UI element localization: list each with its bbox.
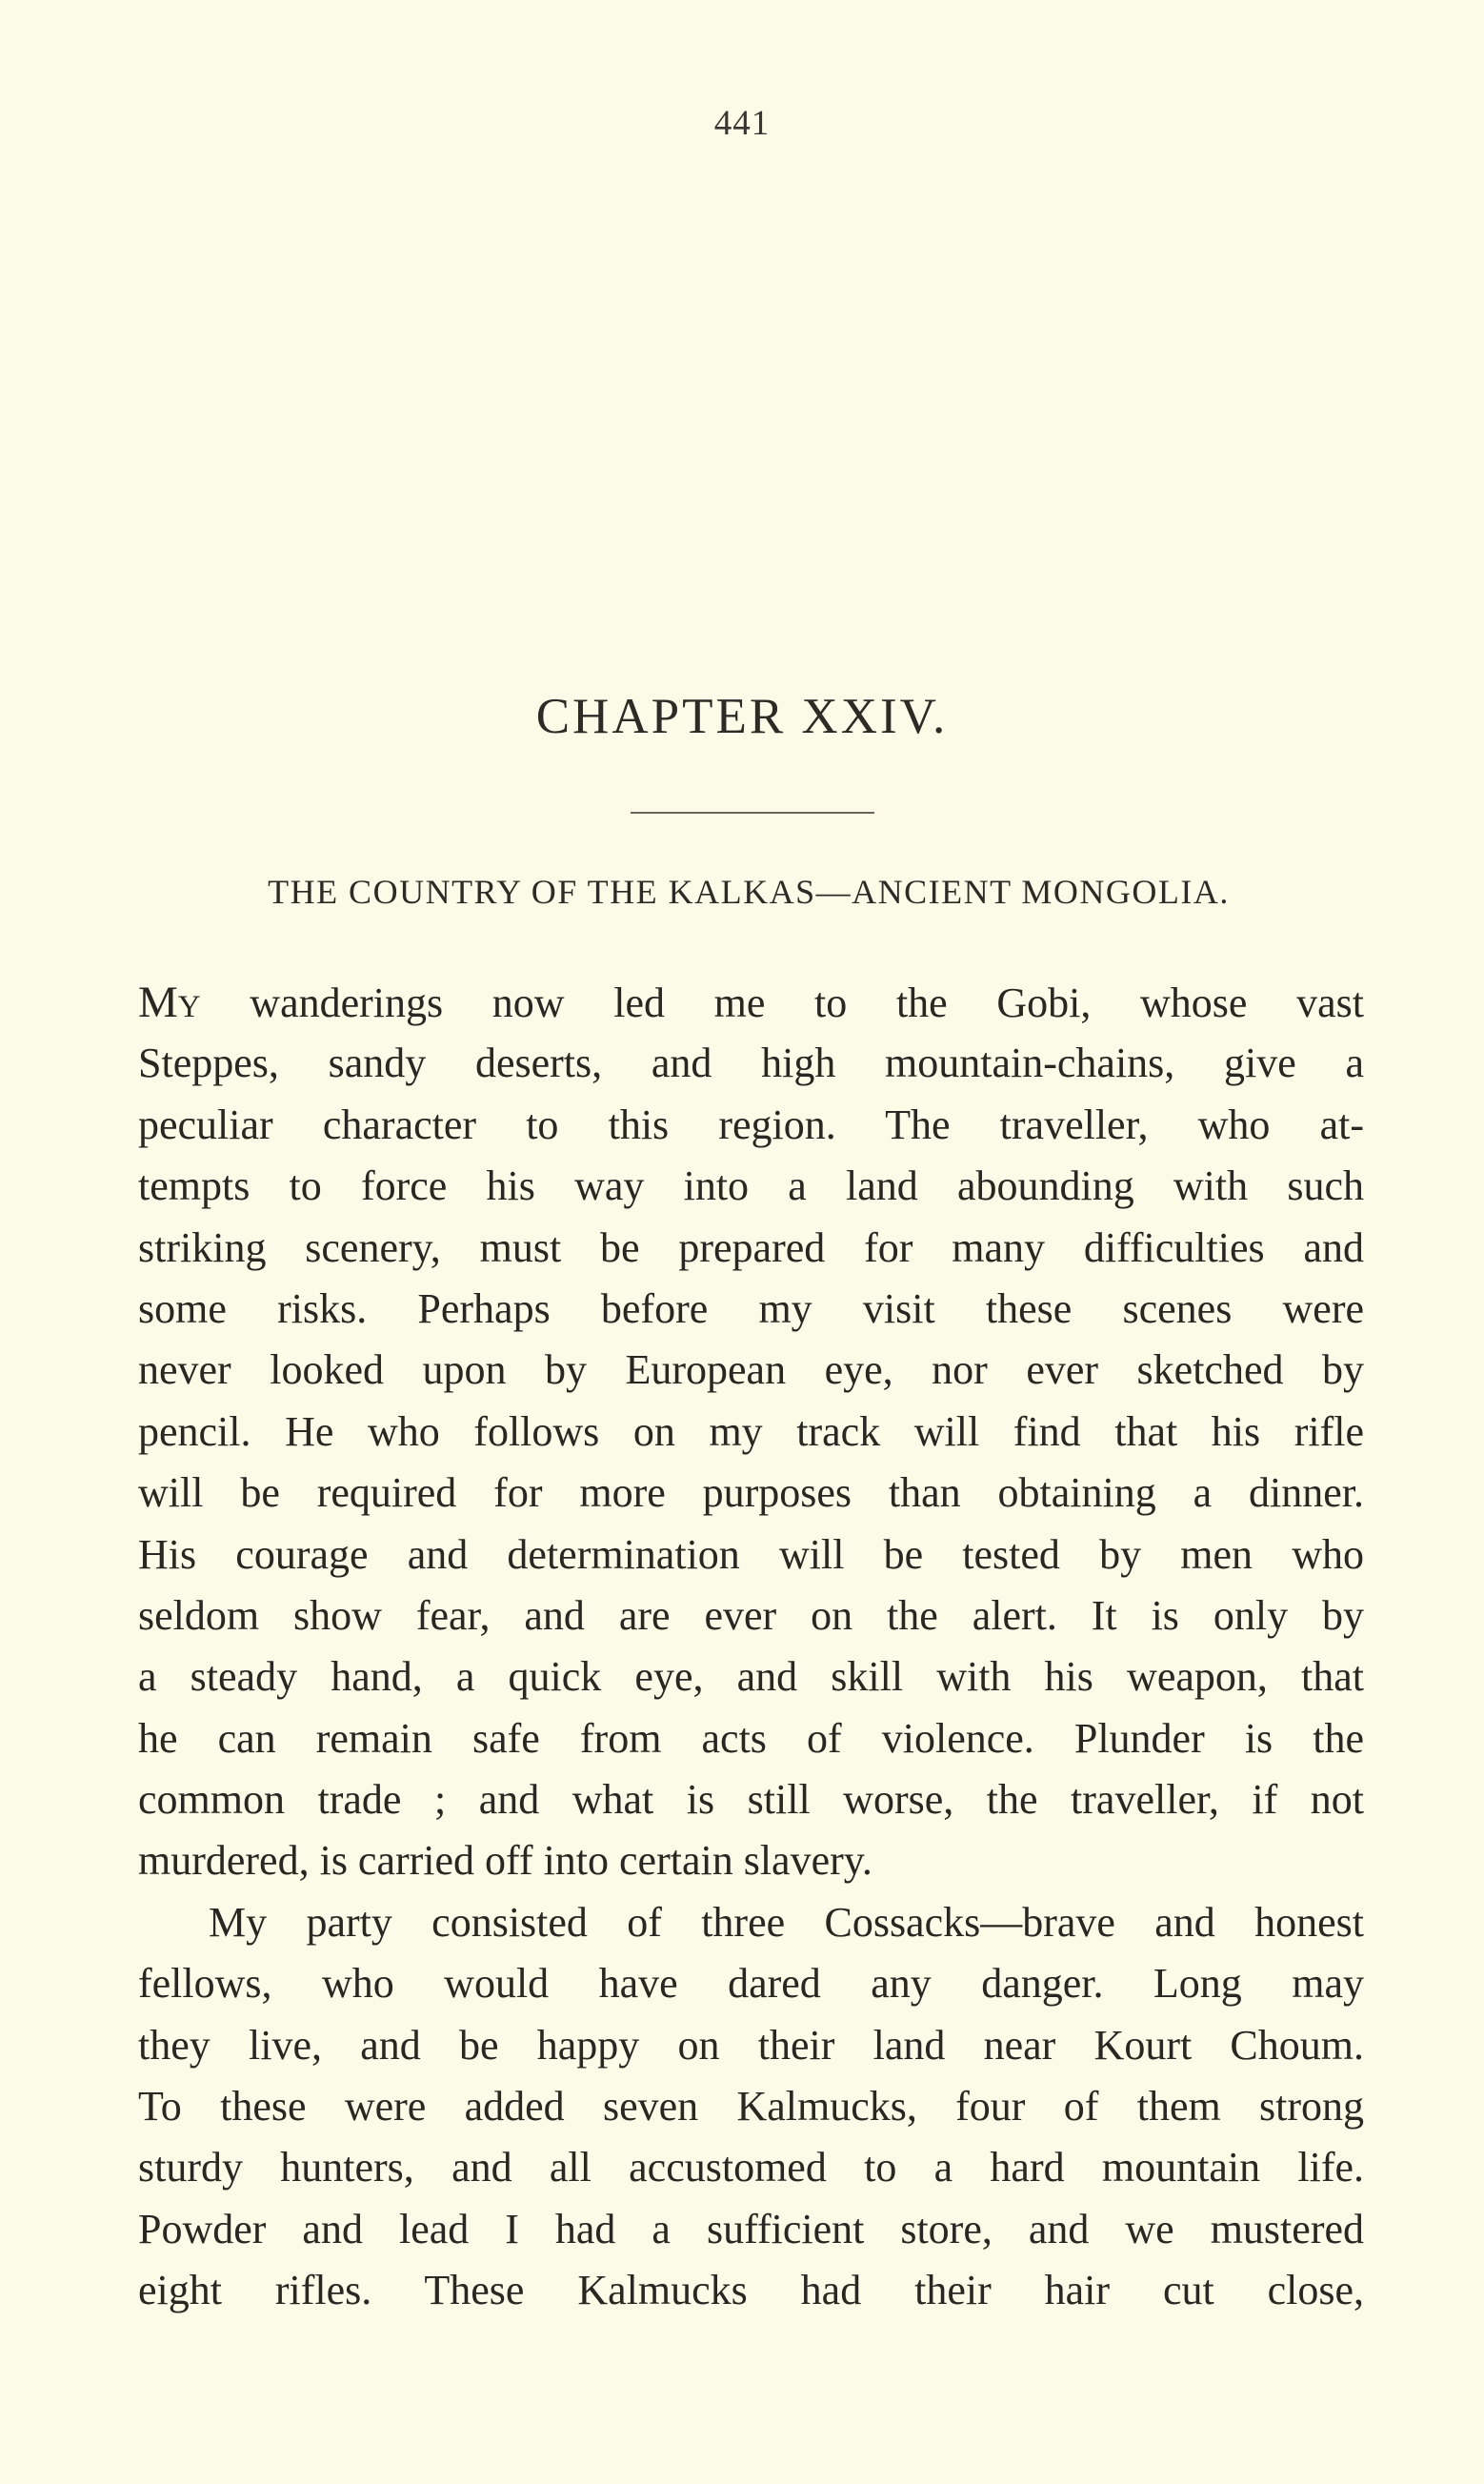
paragraph-2 [138,1892,1364,2322]
text-line: Powder and lead I had a sufficient store, and we mustered [138,2205,1364,2252]
text-line: they live, and be happy on their land near Kourt Choum. [138,2021,1364,2069]
text-line: a steady hand, a quick eye, and skill with his weapon, that [138,1653,1364,1701]
drop-lead-word: My [138,978,201,1027]
text-line: eight rifles. These Kalmucks had their hair cut close, [138,2267,1364,2314]
body-text [138,972,1364,2322]
text-line: pencil. He who follows on my track will find that his rifle [138,1407,1364,1455]
text-line: peculiar character to this region. The traveller, who at- [138,1101,1364,1148]
text-line: tempts to force his way into a land abounding with such [138,1162,1364,1210]
text-line: will be required for more purposes than obtaining a dinner. [138,1469,1364,1517]
text-line: fellows, who would have dared any danger. Long may [138,1960,1364,2008]
text-line: common trade ; and what is still worse, the traveller, if not [138,1776,1364,1824]
page-number: 441 [713,104,771,143]
text-line: sturdy hunters, and all accustomed to a hard mountain life. [138,2144,1364,2191]
text-line: Steppes, sandy deserts, and high mountain-chains, give a [138,1040,1364,1087]
text-line: My wanderings now led me to the Gobi, whose vast [138,978,1364,1027]
chapter-subtitle: THE COUNTRY OF THE KALKAS—ANCIENT MONGOLIA. [268,873,1230,911]
text-line: murdered, is carried off into certain slavery. [138,1837,872,1885]
text-line: some risks. Perhaps before my visit these scenes were [138,1284,1364,1332]
chapter-title: CHAPTER XXIV. [535,689,949,744]
text-line: striking scenery, must be prepared for many difficulties and [138,1223,1364,1271]
text-line: never looked upon by European eye, nor ever sketched by [138,1346,1364,1394]
text-line: My party consisted of three Cossacks—brave and honest [209,1898,1364,1946]
text-line: His courage and determination will be tested by men who [138,1530,1364,1578]
paragraph-1 [138,972,1364,1892]
text-line: he can remain safe from acts of violence. Plunder is the [138,1714,1364,1762]
text-line: seldom show fear, and are ever on the alert. It is only by [138,1591,1364,1639]
text-line: To these were added seven Kalmucks, four of them strong [138,2083,1364,2131]
chapter-divider [631,812,874,814]
